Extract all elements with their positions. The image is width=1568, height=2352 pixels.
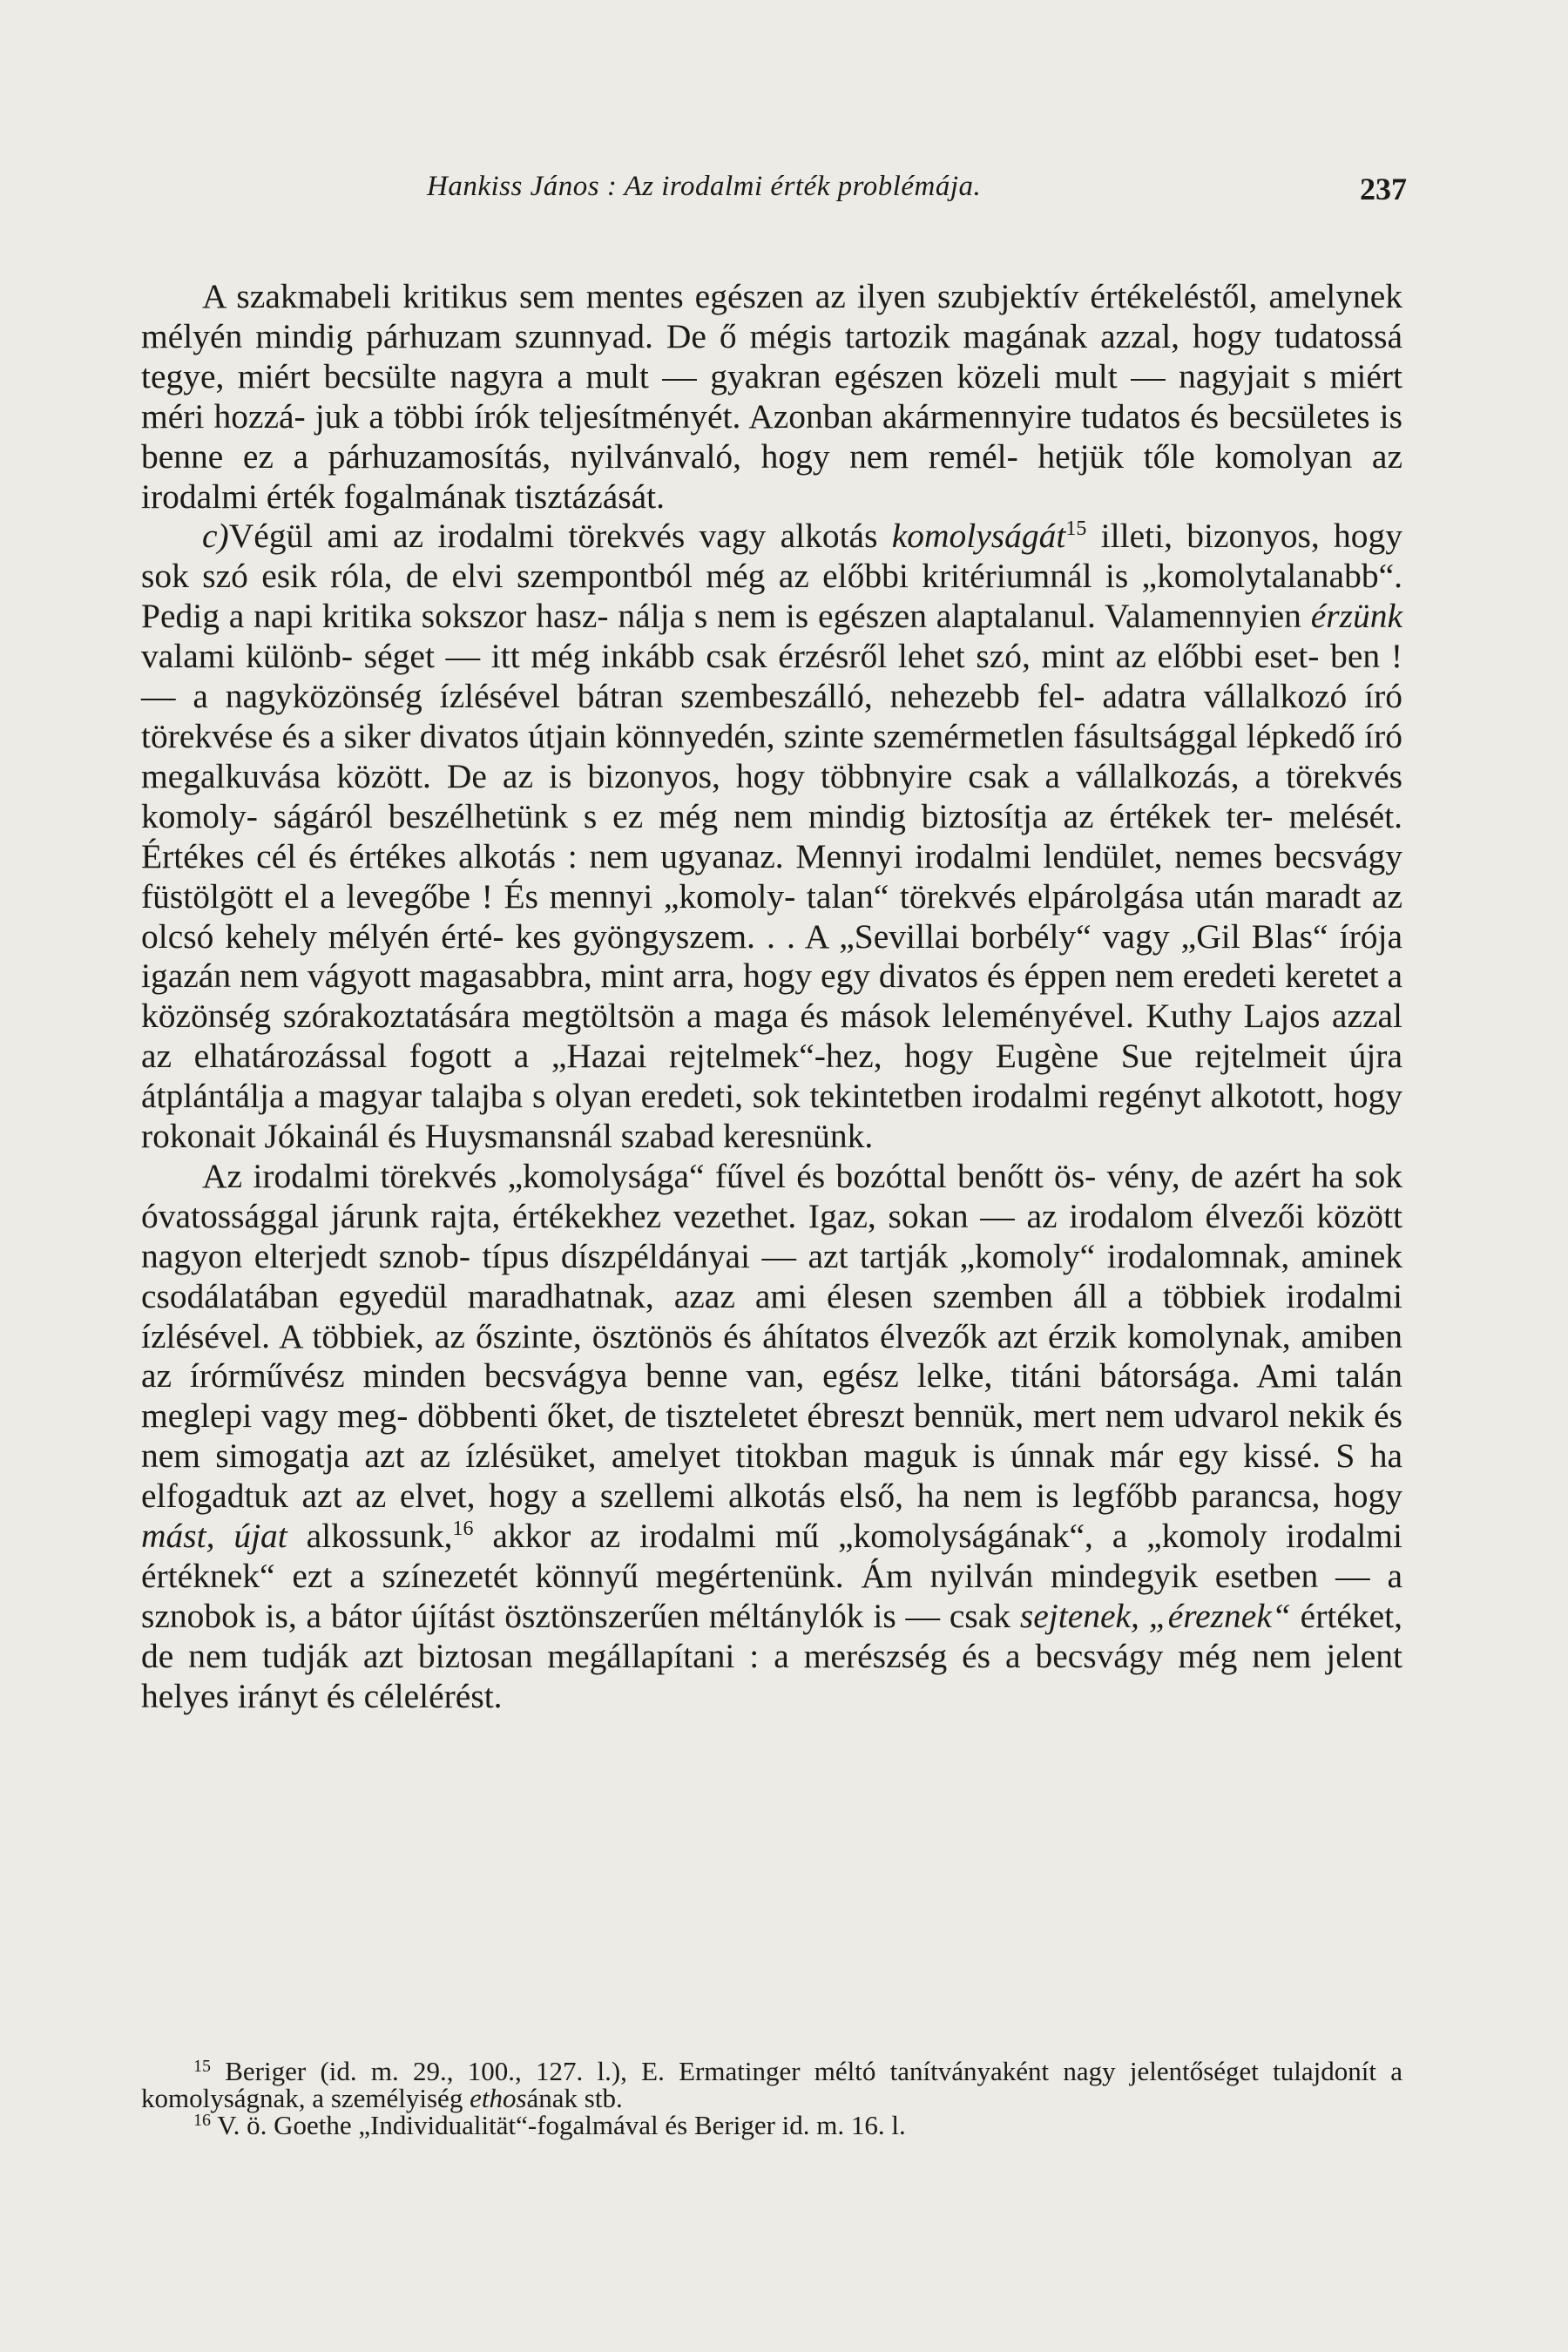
paragraph-2-text-a: Végül ami az irodalmi törekvés vagy alkotás — [228, 517, 892, 556]
footnote-15 — [141, 2058, 1402, 2112]
footnote-15-text-b: ának stb. — [526, 2083, 623, 2113]
footnote-16 — [141, 2112, 1402, 2139]
paragraph-3-text-a: Az irodalmi törekvés „komolysága“ fűvel és bozóttal benőtt ös- vény, de azért ha sok óvatossággal járunk rajta, értékekhez vezethet. Igaz, sokan — az irodalom élvezői között nagyon elterjedt sznob- típus díszpéldányai — azt tartják „komoly“ irodalomnak, aminek csodálatában egyedül maradhatnak, azaz ami élesen szemben áll a többiek irodalmi ízlésével. A többiek, az őszinte, ösztönös és áhítatos élvezők azt érzik komolynak, amiben az írórművész minden becsvágya benne van, egész lelke, titáni bátorsága. Ami talán meglepi vagy meg- döbbenti őket, de tiszteletet ébreszt bennük, mert nem udvarol nekik és nem simogatja azt az ízlésüket, amelyet titokban maguk is únnak már egy kissé. S ha elfogadtuk azt az elvet, hogy a szellemi alkotás első, ha nem is legfőbb parancsa, hogy — [141, 1156, 1402, 1516]
paragraph-3 — [141, 1157, 1402, 1717]
footnote-16-number: 16 — [193, 2111, 211, 2130]
footnotes — [141, 2058, 1402, 2139]
page-number: 237 — [1360, 172, 1407, 206]
running-header — [139, 171, 1407, 214]
running-title: Hankiss János : Az irodalmi érték problémája. — [427, 171, 982, 202]
paragraph-3-italic-a: mást, újat — [141, 1517, 287, 1556]
footnote-ref-16: 16 — [452, 1517, 474, 1541]
paragraph-2-italic-b: érzünk — [1310, 597, 1402, 636]
paragraph-1-text: A szakmabeli kritikus sem mentes egészen az ilyen szubjektív értékeléstől, amelynek mélyén mindig párhuzam szunnyad. De ő mégis tartozik magának azzal, hogy tudatossá tegye, miért becsülte nagyra a mult — gyakran egészen közeli mult — nagyjait s miért méri hozzá- juk a többi írók teljesítményét. Azonban akármennyire tudatos és becsületes is benne ez a párhuzamosítás, nyilvánvaló, hogy nem remél- hetjük tőle komolyan az irodalmi érték fogalmának tisztázását. — [141, 277, 1402, 516]
body-text — [141, 277, 1402, 1717]
paragraph-3-italic-b: sejtenek, „éreznek“ — [1019, 1596, 1291, 1635]
paragraph-2-italic-a: komolyságát — [891, 517, 1066, 556]
paragraph-3-text-d: értéket, de nem tudják azt biztosan megállapítani : a merészség és a becsvágy még nem jelent helyes irányt és célelérést. — [141, 1596, 1402, 1715]
section-marker: c) — [202, 517, 229, 556]
paragraph-2 — [141, 517, 1402, 1157]
paragraph-2-text-c: valami különb- séget — itt még inkább csak érzésről lehet szó, mint az előbbi eset- ben ! — a nagyközönség ízlésével bátran szembeszálló, nehezebb fel- adatra vállalkozó író törekvése és a siker divatos útjain könnyedén, szinte szemérmetlen fásultsággal lépkedő író megalkuvása között. De az is bizonyos, hogy többnyire csak a vállalkozás, a törekvés komoly- ságáról beszélhetünk s ez még nem mindig biztosítja az értékek ter- melését. Értékes cél és értékes alkotás : nem ugyanaz. Mennyi irodalmi lendület, nemes becsvágy füstölgött el a levegőbe ! És mennyi „komoly- talan“ törekvés elpárolgása után maradt az olcsó kehely mélyén érté- kes gyöngyszem. . . A „Sevillai borbély“ vagy „Gil Blas“ írója igazán nem vágyott magasabbra, mint arra, hogy egy divatos és éppen nem eredeti keretet a közönség szórakoztatására megtöltsön a maga és mások leleményével. Kuthy Lajos azzal az elhatározással fogott a „Hazai rejtelmek“-hez, hogy Eugène Sue rejtelmeit újra átplántálja a magyar talajba s olyan eredeti, sok tekintetben irodalmi regényt alkotott, hogy rokonait Jókainál és Huysmansnál szabad keresnünk. — [141, 637, 1402, 1156]
footnote-ref-15: 15 — [1065, 517, 1087, 541]
paragraph-3-text-c: akkor az irodalmi mű „komolyságának“, a „komoly irodalmi értéknek“ ezt a színezetét könnyű megértenünk. Ám nyilván mindegyik esetben — a sznobok is, a bátor újítást ösztönszerűen méltánylók is — csak — [141, 1517, 1402, 1635]
paragraph-1 — [141, 277, 1402, 517]
footnote-15-number: 15 — [193, 2057, 211, 2076]
footnote-16-text: V. ö. Goethe „Individualität“-fogalmával és Beriger id. m. 16. l. — [211, 2110, 906, 2140]
paragraph-2-text-b: illeti, bizonyos, hogy sok szó esik róla, de elvi szempontból még az előbbi kritériumnál is „komolytalanabb“. Pedig a napi kritika sokszor hasz- nálja s nem is egészen alaptalanul. Valamennyien — [141, 517, 1402, 636]
paragraph-3-text-b: alkossunk, — [287, 1517, 453, 1556]
footnote-15-text-a: Beriger (id. m. 29., 100., 127. l.), E. Ermatinger méltó tanítványaként nagy jelentőséget tulajdonít a komolyságnak, a személyiség — [141, 2056, 1402, 2113]
footnote-15-italic: ethos — [470, 2083, 527, 2113]
